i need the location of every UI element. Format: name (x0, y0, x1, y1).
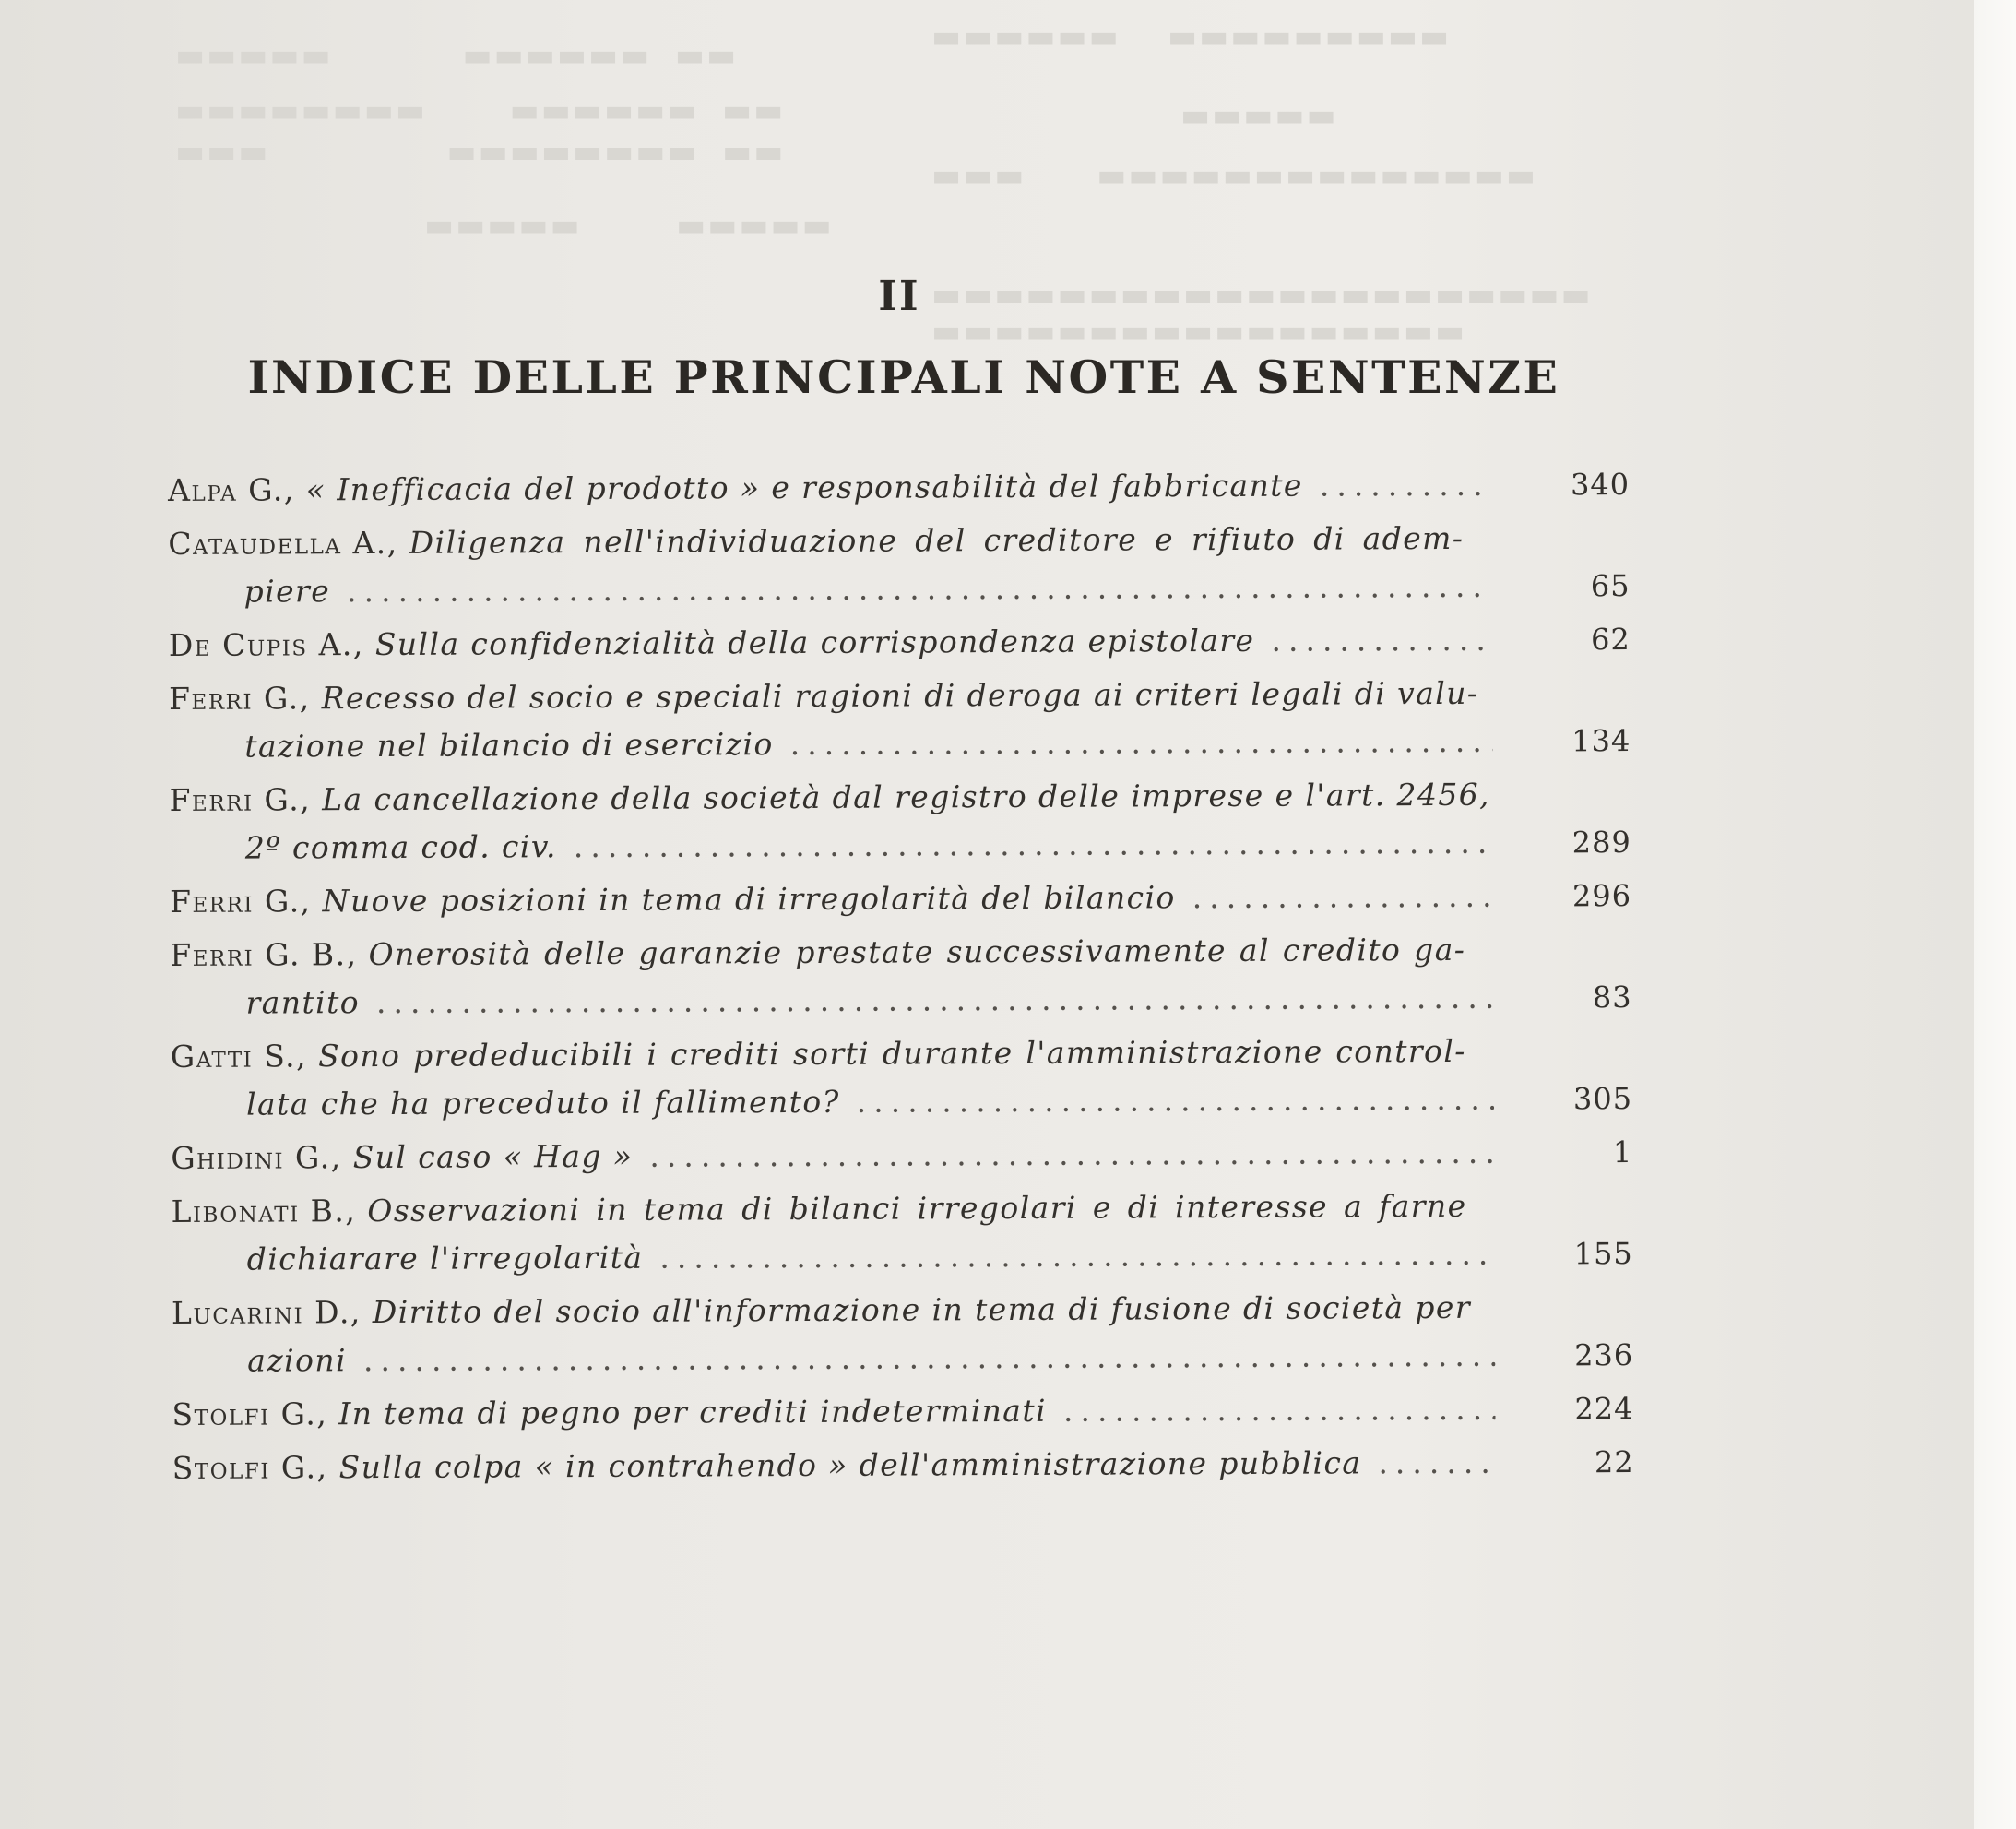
entry-author: De Cupis A., (168, 626, 364, 663)
entry-title: Recesso del socio e speciali ragioni di deroga ai criteri legali di valu- (321, 674, 1479, 717)
index-entry (170, 872, 1631, 926)
leader-dots (1271, 616, 1492, 665)
entry-author: Lucarini D., (171, 1294, 362, 1331)
index-entry (169, 669, 1631, 771)
entry-author: Ghidini G., (171, 1139, 342, 1176)
page-edge (1974, 0, 2016, 1829)
entry-page-number: 224 (1574, 1391, 1634, 1427)
index-entry (172, 1438, 1634, 1492)
index-entry (169, 770, 1631, 873)
entry-page-number: 1 (1612, 1134, 1633, 1170)
entry-page-number: 236 (1574, 1337, 1634, 1373)
entry-title-continuation: piere (243, 573, 331, 610)
show-through-text: ▬▬▬▬▬ ▬▬▬▬▬▬ ▬▬ (175, 37, 739, 74)
entry-page-number: 289 (1571, 825, 1631, 861)
show-through-text: ▬▬▬▬▬▬ ▬▬▬▬▬▬▬▬▬ (931, 18, 1452, 55)
entry-title: Onerosità delle garanzie prestate successivamente al credito ga- (368, 931, 1466, 973)
entry-page-number: 83 (1592, 980, 1632, 1015)
entry-author: Libonati B., (171, 1193, 357, 1229)
entry-author: Alpa G., (168, 471, 295, 508)
entry-title: Nuove posizioni in tema di irregolarità del bilancio (322, 879, 1176, 920)
entry-title-continuation: tazione nel bilancio di esercizio (244, 726, 774, 765)
entry-title: Diritto del socio all'informazione in tema di fusione di società per (372, 1289, 1472, 1331)
entry-page-number: 296 (1571, 878, 1632, 914)
entry-author: Stolfi G., (172, 1396, 328, 1432)
index-entry (171, 1027, 1632, 1129)
show-through-text: ▬▬▬ ▬▬▬▬▬▬▬▬▬▬▬▬▬▬ (931, 157, 1537, 194)
entry-page-number: 22 (1594, 1444, 1634, 1480)
entry-title-continuation: dichiarare l'irregolarità (246, 1239, 644, 1277)
leader-dots (363, 1332, 1496, 1384)
show-through-text: ▬▬▬▬▬▬▬▬▬▬▬▬▬▬▬▬▬ (931, 314, 1467, 350)
entry-page-number: 305 (1572, 1081, 1633, 1117)
leader-dots (1378, 1439, 1496, 1488)
chapter-numeral: II (878, 273, 920, 320)
leader-dots (376, 974, 1494, 1027)
index-entry (171, 1182, 1632, 1284)
entry-title: Sulla confidenzialità della corrispondenza epistolare (374, 622, 1255, 663)
index-entry (171, 1128, 1632, 1182)
entry-page-number: 155 (1573, 1236, 1633, 1272)
section-title: INDICE DELLE PRINCIPALI NOTE A SENTENZE (247, 350, 1560, 404)
entry-title-continuation: azioni (247, 1342, 348, 1379)
leader-dots (857, 1075, 1495, 1126)
entry-page-number: 62 (1591, 622, 1631, 658)
leader-dots (574, 819, 1493, 871)
entry-title-continuation: 2º comma cod. civ. (244, 828, 557, 866)
entry-page-number: 134 (1571, 723, 1631, 759)
index-entry (170, 925, 1631, 1027)
index-entry (172, 1283, 1633, 1385)
show-through-text: ▬▬▬▬▬ (1180, 97, 1338, 134)
entry-title: Sul caso « Hag » (352, 1137, 634, 1176)
entry-title: « Inefficacia del prodotto » e responsabilità del fabbricante (305, 467, 1303, 508)
show-through-text: ▬▬▬ ▬▬▬▬▬▬▬▬ ▬▬ (175, 134, 786, 171)
leader-dots (347, 563, 1492, 615)
leader-dots (1320, 461, 1492, 510)
entry-author: Stolfi G., (172, 1449, 328, 1486)
entry-author: Ferri G., (169, 680, 311, 717)
leader-dots (790, 718, 1493, 768)
entry-title: Osservazioni in tema di bilanci irregolari e di interesse a farne (367, 1187, 1467, 1229)
show-through-text: ▬▬▬▬▬▬▬▬▬▬▬▬▬▬▬▬▬▬▬▬▬ (931, 277, 1593, 314)
index-entry (168, 460, 1630, 515)
index-entry (168, 514, 1630, 616)
index-entry (172, 1384, 1633, 1439)
notes-index-list (168, 460, 1634, 1498)
entry-author: Cataudella A., (168, 524, 398, 562)
show-through-text: ▬▬▬▬▬▬▬▬ ▬▬▬▬▬▬ ▬▬ (175, 92, 786, 129)
leader-dots (659, 1230, 1495, 1282)
entry-author: Ferri G., (169, 781, 312, 818)
entry-title: Diligenza nell'individuazione del creditore e rifiuto di adem- (409, 519, 1465, 561)
leader-dots (1192, 873, 1494, 921)
entry-title: In tema di pegno per crediti indeterminati (338, 1392, 1048, 1432)
entry-author: Ferri G. B., (170, 936, 358, 973)
entry-page-number: 340 (1570, 467, 1631, 503)
entry-author: Gatti S., (170, 1038, 308, 1075)
entry-title: Sono prededucibili i crediti sorti durante l'amministrazione control- (318, 1032, 1466, 1075)
entry-page-number: 65 (1590, 568, 1631, 604)
show-through-text: ▬▬▬▬▬ ▬▬▬▬▬ (424, 208, 834, 244)
entry-title-continuation: rantito (245, 984, 361, 1021)
entry-title-continuation: lata che ha preceduto il fallimento? (245, 1083, 840, 1122)
leader-dots (1063, 1385, 1496, 1435)
leader-dots (649, 1129, 1494, 1181)
entry-title: Sulla colpa « in contrahendo » dell'amministrazione pubblica (338, 1444, 1362, 1486)
index-entry (169, 615, 1631, 670)
entry-title: La cancellazione della società dal registro delle imprese e l'art. 2456, (322, 776, 1491, 818)
entry-author: Ferri G., (169, 883, 312, 920)
